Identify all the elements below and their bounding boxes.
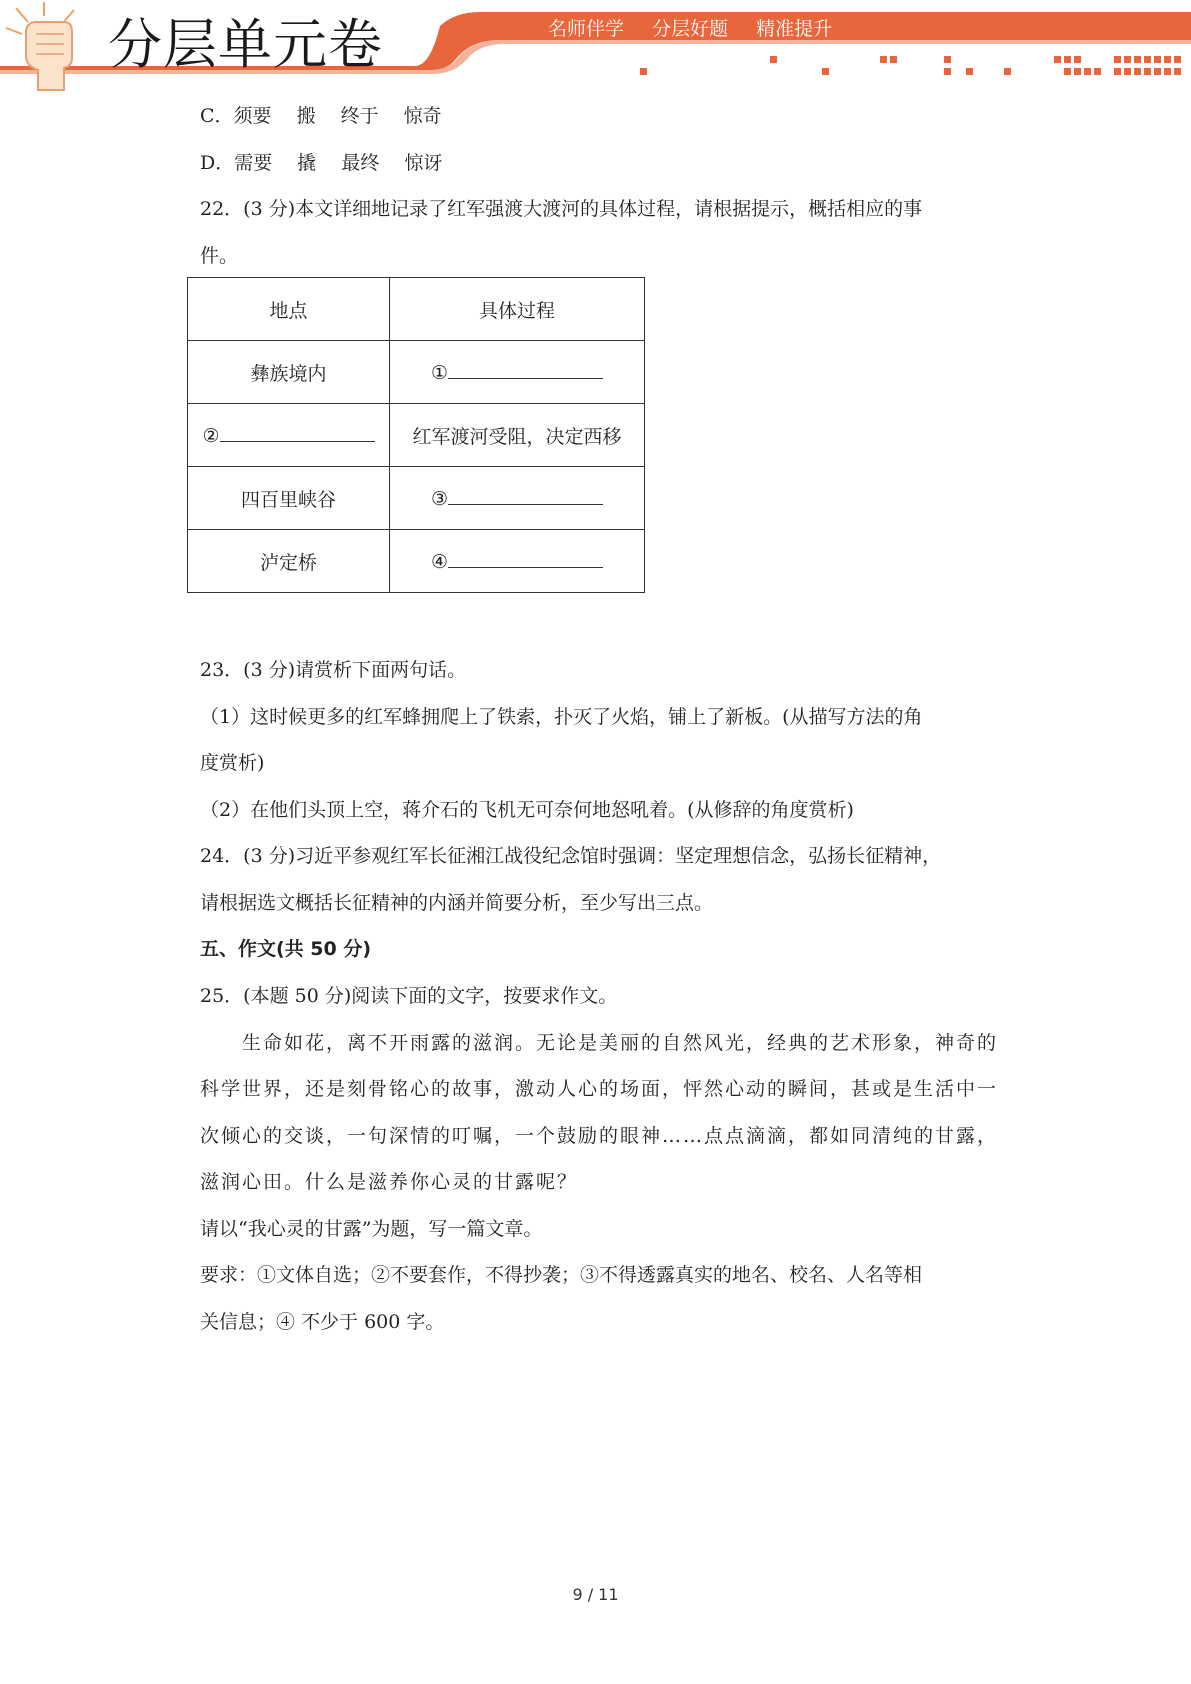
slogan-1: 名师伴学 [548,18,625,40]
table-header-row [188,278,645,341]
prompt-paragraph-line4: 滋润心田。什么是滋养你心灵的甘露呢？ [200,1171,579,1193]
question-22-line1: 22．(3 分)本文详细地记录了红军强渡大渡河的具体过程，请根据提示，概括相应的事 [200,198,923,220]
blank-marker: ④ [430,551,449,573]
essay-title-requirement: 请以“我心灵的甘露”为题，写一篇文章。 [200,1218,543,1240]
blank-marker: ② [202,425,220,447]
header-title: 分层单元卷 [108,13,383,76]
fist-logo-icon [6,2,74,90]
fill-blank[interactable] [448,549,603,568]
fill-blank[interactable] [448,360,603,379]
question-23-part1-line2: 度赏析) [200,752,265,774]
requirements-line2: 关信息；④ 不少于 600 字。 [200,1311,445,1333]
blank-marker: ① [430,362,449,384]
table-cell-process [390,341,645,404]
header-slogans [548,14,854,41]
prompt-paragraph-line2: 科学世界，还是刻骨铭心的故事，激动人心的场面，怦然心动的瞬间，甚或是生活中一 [200,1078,999,1100]
question-24-line1: 24．(3 分)习近平参观红军长征湘江战役纪念馆时强调：坚定理想信念，弘扬长征精神， [200,845,942,867]
process-table [187,277,645,593]
table-cell-process [390,467,645,530]
option-c: C．须要 搬 终于 惊奇 [200,105,442,127]
table-cell-place: 四百里峡谷 [188,467,390,530]
table-cell-process: 红军渡河受阻，决定西移 [390,404,645,467]
fill-blank[interactable] [220,423,375,442]
table-cell-place: 彝族境内 [188,341,390,404]
table-cell-place: 泸定桥 [188,530,390,593]
decorative-dots [640,56,1181,75]
table-row [188,467,645,530]
page-header [0,0,1191,92]
question-23-part2: （2）在他们头顶上空，蒋介石的飞机无可奈何地怒吼着。(从修辞的角度赏析) [200,799,854,821]
blank-marker: ③ [430,488,449,510]
table-header-process: 具体过程 [390,278,645,341]
section-5-heading: 五、作文(共 50 分) [200,938,372,960]
table-row [188,530,645,593]
question-24-line2: 请根据选文概括长征精神的内涵并简要分析，至少写出三点。 [200,892,714,914]
question-25: 25．(本题 50 分)阅读下面的文字，按要求作文。 [200,985,618,1007]
table-row [188,404,645,467]
option-d: D．需要 撬 最终 惊讶 [200,152,443,174]
slogan-2: 分层好题 [652,18,729,40]
question-22-line2: 件。 [200,245,239,267]
table-cell-place [188,404,390,467]
table-header-place: 地点 [188,278,390,341]
question-23: 23．(3 分)请赏析下面两句话。 [200,659,467,681]
slogan-3: 精准提升 [756,18,833,40]
table-row [188,341,645,404]
prompt-paragraph-line3: 次倾心的交谈，一句深情的叮嘱，一个鼓励的眼神……点点滴滴，都如同清纯的甘露， [200,1125,999,1147]
page-number: 9 / 11 [572,1585,619,1604]
requirements-line1: 要求：①文体自选；②不要套作，不得抄袭；③不得透露真实的地名、校名、人名等相 [200,1264,923,1286]
prompt-paragraph-line1: 生命如花，离不开雨露的滋润。无论是美丽的自然风光，经典的艺术形象，神奇的 [242,1032,999,1054]
table-cell-process [390,530,645,593]
question-23-part1-line1: （1）这时候更多的红军蜂拥爬上了铁索，扑灭了火焰，铺上了新板。(从描写方法的角 [200,706,923,728]
fill-blank[interactable] [448,486,603,505]
